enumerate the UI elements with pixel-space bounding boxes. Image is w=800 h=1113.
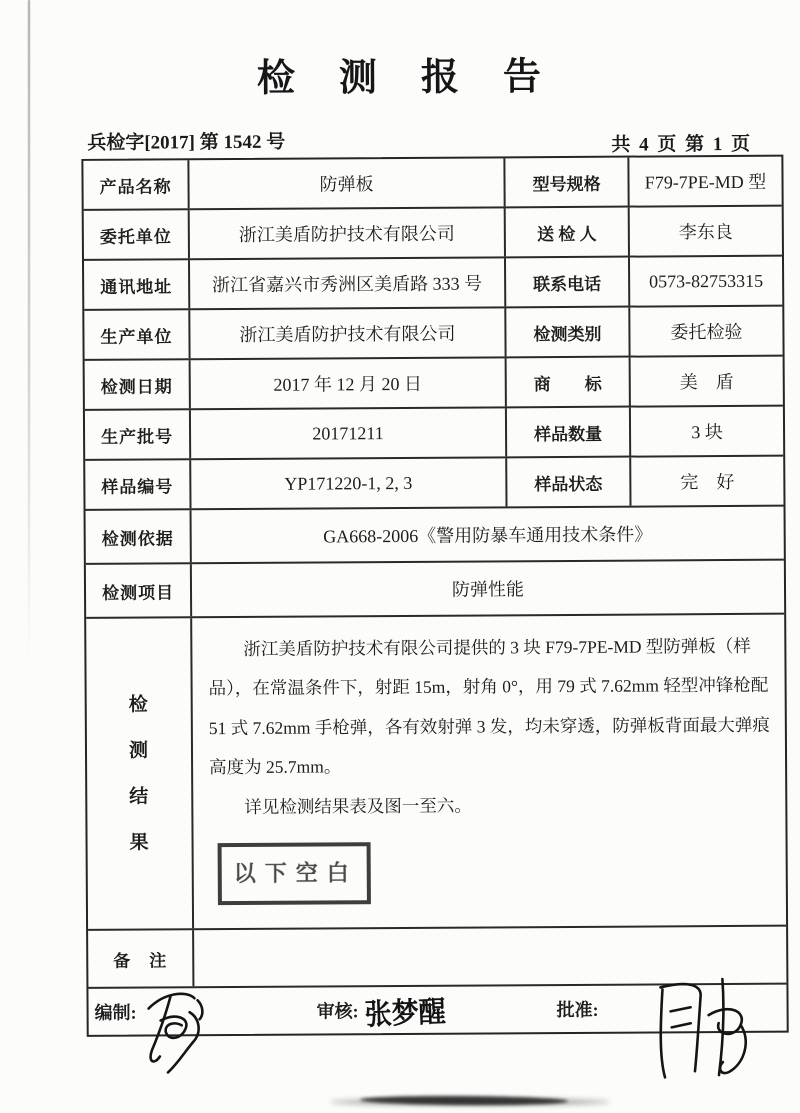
test-result-row [86,615,786,931]
remark-row [88,927,786,989]
scan-artifact-paper-edge [28,0,30,660]
field-label: 通讯地址 [84,260,190,309]
result-label-vertical [86,618,194,929]
result-label-char: 果 [129,832,150,854]
approved-label: 批准: [556,999,599,1021]
test-items-row [86,561,784,619]
result-label-char: 结 [129,786,150,808]
result-paragraph: 浙江美盾防护技术有限公司提供的 3 块 F79-7PE-MD 型防弹板（样品），在常温条件下，射距 15m，射角 0°，用 79 式 7.62mm 轻型冲锋枪配 51 式 7.62mm 手枪弹，各有效射弹 3 发，均未穿透，防弹板背面最大弹痕高度为 25.7mm。 [208,635,770,778]
field-value: YP171220-1, 2, 3 [191,458,507,508]
field-value: F79-7PE-MD 型 [644,171,767,193]
field-value: 防弹板 [189,158,505,208]
table-row [84,257,782,311]
result-label-char: 测 [128,740,150,762]
field-label: 备 注 [88,930,194,987]
field-label: 生产单位 [84,310,190,359]
field-label: 送 检 人 [506,208,630,257]
table-row [84,307,782,361]
field-label: 检测日期 [85,360,191,409]
field-label: 样品状态 [507,458,631,507]
field-label: 产品名称 [83,160,189,209]
report-number: 兵检字[2017] 第 1542 号 [87,131,286,154]
prepared-label: 编制: [94,1002,137,1023]
field-value: 浙江省嘉兴市秀洲区美盾路 333 号 [190,258,506,308]
page-title: 检测报告 [256,55,586,100]
field-value: 3 块 [691,422,723,443]
signoff-row [88,985,786,1035]
reviewed-signature: 张梦醒 [364,994,447,1031]
table-row [85,407,783,461]
reviewed-label: 审核: [316,1001,359,1022]
page-indicator: 共 4 页 第 1 页 [611,133,753,156]
field-value: 2017 年 12 月 20 日 [191,358,507,408]
table-row [85,357,783,411]
field-value: 20171211 [191,408,507,458]
prepared-by [94,989,136,1035]
field-value: 浙江美盾防护技术有限公司 [190,308,506,358]
field-label: 生产批号 [85,410,191,459]
report-table [81,155,788,1037]
result-paragraph: 详见检测结果表及图一至六。 [244,795,472,817]
prepared-signature [136,984,219,1076]
field-label: 型号规格 [505,158,629,207]
field-value: 完 好 [680,471,735,493]
field-label: 样品编号 [85,460,191,509]
table-row [85,457,783,511]
approved-signature [644,975,765,1084]
remark-value [194,927,786,987]
field-value: GA668-2006《警用防暴车通用技术条件》 [323,524,653,547]
field-value: 防弹性能 [451,579,525,600]
field-value: 委托检验 [670,321,743,343]
field-label: 检测依据 [86,510,192,563]
test-basis-row [86,507,784,565]
table-row [84,207,782,261]
table-row [83,157,781,211]
result-label-char: 检 [128,694,149,716]
field-value: 美 盾 [679,371,734,393]
field-label: 商 标 [507,358,631,407]
field-label: 检测项目 [86,564,192,617]
field-value: 李东良 [678,221,733,243]
field-label: 样品数量 [507,408,631,457]
reviewed-by [316,987,445,1034]
field-value: 0573-82753315 [649,270,764,291]
field-label: 委托单位 [84,210,190,259]
result-text [192,615,786,929]
below-blank-stamp: 以下空白 [218,842,371,905]
field-label: 联系电话 [506,258,630,307]
field-label: 检测类别 [506,308,630,357]
approved-by [556,986,598,1032]
field-value: 浙江美盾防护技术有限公司 [190,208,506,258]
